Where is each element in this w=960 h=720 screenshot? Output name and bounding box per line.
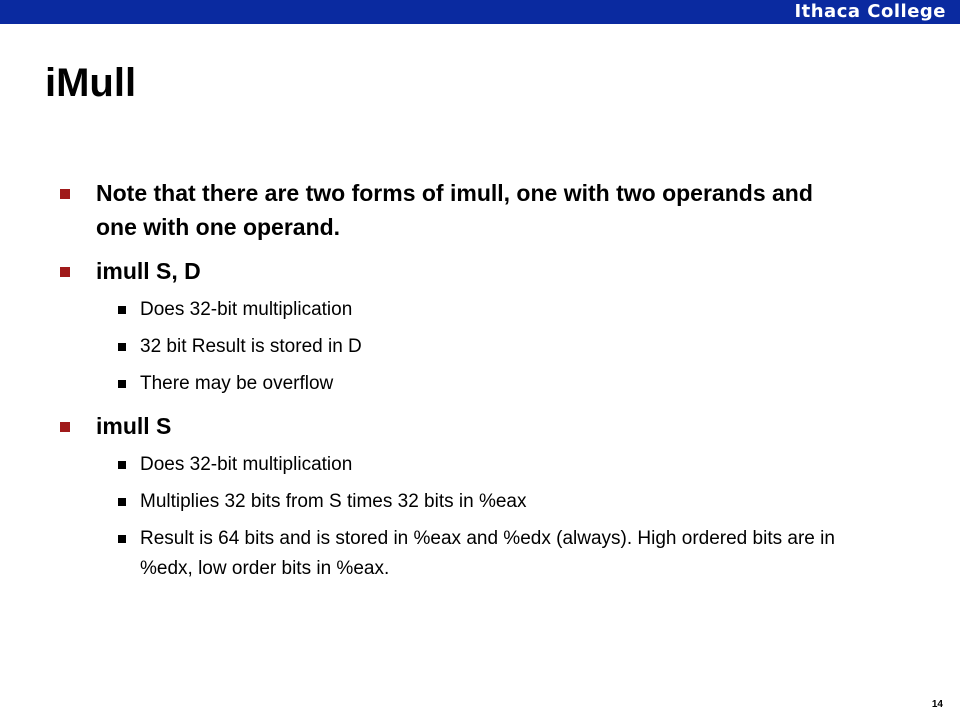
- bullet-text: imull S, D: [96, 258, 201, 284]
- sub-bullet-item: [96, 295, 840, 325]
- bullet-text: imull S: [96, 413, 172, 439]
- square-subbullet-icon: [118, 380, 126, 388]
- bullet-item: [60, 254, 840, 399]
- sub-bullet-text: There may be overflow: [140, 373, 334, 394]
- bullet-text: Note that there are two forms of imull, one with two operands and one with one operand.: [96, 180, 813, 240]
- sub-bullet-list: [96, 295, 840, 399]
- sub-bullet-text: Result is 64 bits and is stored in %eax and %edx (always). High ordered bits are in %edx, low order bits in %eax.: [140, 528, 835, 579]
- sub-bullet-item: [96, 524, 840, 584]
- square-subbullet-icon: [118, 498, 126, 506]
- sub-bullet-text: Does 32-bit multiplication: [140, 299, 353, 320]
- square-bullet-icon: [60, 267, 70, 277]
- page-number: 14: [931, 699, 943, 710]
- sub-bullet-text: Does 32-bit multiplication: [140, 454, 353, 475]
- sub-bullet-list: [96, 450, 840, 584]
- header-bar: [0, 0, 960, 24]
- square-bullet-icon: [60, 422, 70, 432]
- sub-bullet-item: [96, 487, 840, 517]
- bullet-list: [60, 176, 840, 584]
- sub-bullet-item: [96, 369, 840, 399]
- sub-bullet-item: [96, 332, 840, 362]
- sub-bullet-item: [96, 450, 840, 480]
- square-subbullet-icon: [118, 343, 126, 351]
- square-subbullet-icon: [118, 461, 126, 469]
- square-subbullet-icon: [118, 306, 126, 314]
- square-bullet-icon: [60, 189, 70, 199]
- square-subbullet-icon: [118, 535, 126, 543]
- bullet-item: [60, 409, 840, 584]
- slide-title: iMull: [45, 61, 137, 105]
- bullet-item: [60, 176, 840, 244]
- sub-bullet-text: Multiplies 32 bits from S times 32 bits in %eax: [140, 491, 527, 512]
- college-logo: Ithaca College: [794, 1, 946, 22]
- sub-bullet-text: 32 bit Result is stored in D: [140, 336, 362, 357]
